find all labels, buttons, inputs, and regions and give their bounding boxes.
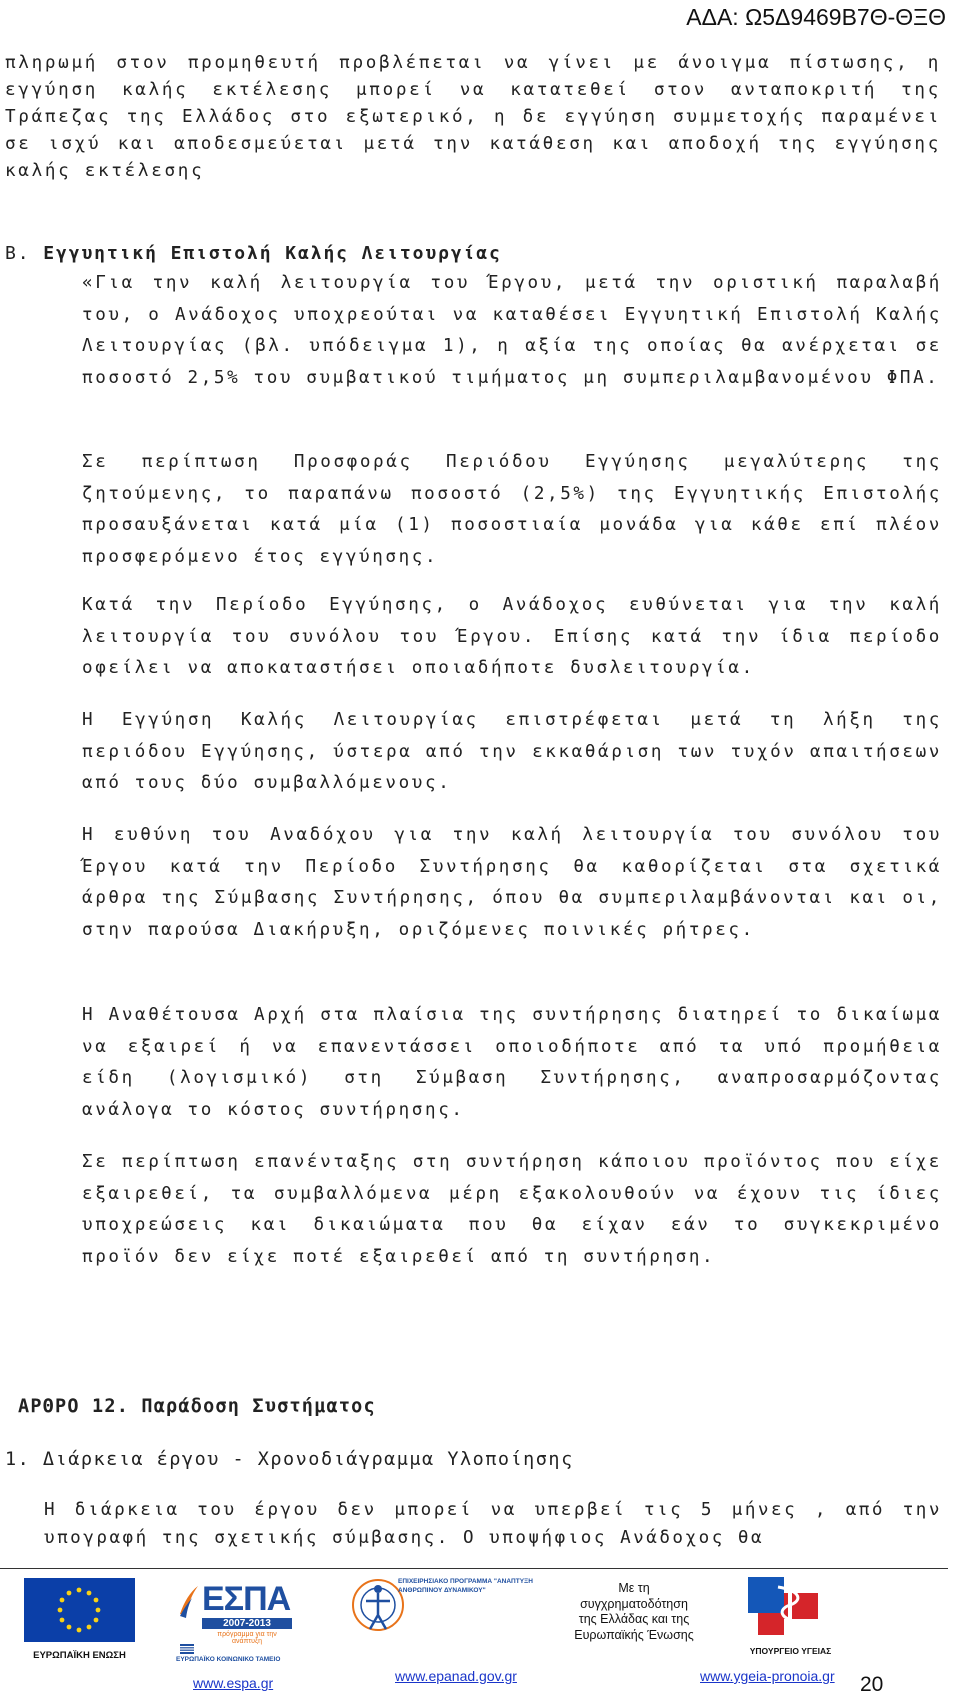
eu-logo (22, 1576, 137, 1661)
link-epanad[interactable]: www.epanad.gov.gr (395, 1668, 517, 1684)
paragraph-guarantee-period: Κατά την Περίοδο Εγγύησης, ο Ανάδοχος ευθύνεται για την καλή λειτουργία του συνόλου του Έργου. Επίσης κατά την ίδια περίοδο οφείλει να αποκαταστήσει οποιαδήποτε δυσλειτουργία. (82, 595, 942, 678)
espa-tagline: πρόγραμμα για την ανάπτυξη (217, 1631, 277, 1645)
epanad-title: ΕΠΙΧΕΙΡΗΣΙΑΚΟ ΠΡΟΓΡΑΜΜΑ "ΑΝΑΠΤΥΞΗ ΑΝΘΡΩΠΙΝΟΥ ΔΥΝΑΜΙΚΟΥ" (398, 1578, 533, 1594)
greek-flag-icon (180, 1644, 194, 1654)
paragraph-guarantee-increase: Σε περίπτωση Προσφοράς Περιόδου Εγγύησης μεγαλύτερης της ζητούμενης, το παραπάνω ποσοστό (2,5%) της Εγγυητικής Επιστολής προσαυξάνεται κατά μία (1) ποσοστιαία μονάδα για κάθε επί πλέον προσφερόμενο έτος εγγύησης. (82, 452, 942, 567)
link-ygeia-pronoia[interactable]: www.ygeia-pronoia.gr (700, 1668, 835, 1684)
cofund-text: Με τη συγχρηματοδότηση της Ελλάδας και της Ευρωπαϊκής Ένωσης (574, 1581, 694, 1642)
paragraph-guarantee-intro: «Για την καλή λειτουργία του Έργου, μετά την οριστική παραλαβή του, ο Ανάδοχος υποχρεούται να καταθέσει Εγγυητική Επιστολή Καλής Λειτουργίας (βλ. υπόδειγμα 1), η αξία της οποίας θα ανέρχεται σε ποσοστό 2,5% του συμβατικού τιμήματος μη συμπεριλαμβανομένου ΦΠΑ. (82, 273, 942, 388)
ministry-label: ΥΠΟΥΡΓΕΙΟ ΥΓΕΙΑΣ (749, 1646, 832, 1656)
page-number: 20 (860, 1673, 884, 1696)
espa-swoosh-icon (178, 1584, 200, 1618)
section-b-heading (5, 243, 502, 264)
espa-wordmark: ΕΣΠΑ (202, 1580, 291, 1618)
espa-years: 2007-2013 (202, 1618, 292, 1629)
section-b-prefix: Β. (5, 243, 31, 264)
paragraph-maintenance-liability: Η ευθύνη του Αναδόχου για την καλή λειτουργία του συνόλου του Έργου κατά την Περίοδο Συντήρησης θα καθορίζεται στα σχετικά άρθρα της Σύμβασης Συντήρησης, όπου θα συμπεριλαμβάνονται και οι, στην παρούσα Διακήρυξη, οριζόμενες ποινικές ρήτρες. (82, 825, 942, 940)
eu-flag-icon (22, 1576, 137, 1646)
paragraph-guarantee-return: Η Εγγύηση Καλής Λειτουργίας επιστρέφεται μετά τη λήξη της περιόδου Εγγύησης, ύστερα από την εκκαθάριση των τυχόν απαιτήσεων από τους δύο συμβαλλόμενους. (82, 710, 942, 793)
caduceus-icon (728, 1573, 853, 1641)
item-paragraph: Η διάρκεια του έργου δεν μπορεί να υπερβεί τις 5 μήνες , από την υπογραφή της σχετικής σύμβασης. Ο υποψήφιος Ανάδοχος θα (44, 1500, 942, 1548)
paragraph-reinclusion: Σε περίπτωση επανένταξης στη συντήρηση κάποιου προϊόντος που είχε εξαιρεθεί, τα συμβαλλόμενα μέρη εξακολουθούν να έχουν τις ίδιες υποχρεώσεις και δικαιώματα που θα είχαν εάν το συγκεκριμένο προϊόν δεν είχε ποτέ εξαιρεθεί από τη συντήρηση. (82, 1152, 942, 1267)
footer-divider (0, 1568, 948, 1569)
eu-label: ΕΥΡΩΠΑΪΚΗ ΕΝΩΣΗ (33, 1650, 126, 1661)
item-heading: 1. Διάρκεια έργου - Χρονοδιάγραμμα Υλοποίησης (5, 1449, 574, 1470)
paragraph-exclusion-right: Η Αναθέτουσα Αρχή στα πλαίσια της συντήρησης διατηρεί το δικαίωμα να εξαιρεί ή να επανεντάσσει οποιοδήποτε από τα υπό προμήθεια είδη (λογισμικό) στη Σύμβαση Συντήρησης, αναπροσαρμόζοντας ανάλογα το κόστος συντήρησης. (82, 1005, 942, 1120)
espa-logo (176, 1580, 296, 1662)
article-title: ΑΡΘΡΟ 12. Παράδοση Συστήματος (18, 1396, 376, 1417)
epanad-logo (350, 1573, 540, 1653)
ministry-logo (728, 1573, 853, 1657)
section-b-title: Εγγυητική Επιστολή Καλής Λειτουργίας (43, 243, 502, 264)
ada-code: ΑΔΑ: Ω5Δ9469Β7Θ-ΘΞΘ (686, 4, 946, 30)
intro-paragraph: πληρωμή στον προμηθευτή προβλέπεται να γίνει με άνοιγμα πίστωσης, η εγγύηση καλής εκτέλεσης μπορεί να κατατεθεί στον ανταποκριτή της Τράπεζας της Ελλάδος στο εξωτερικό, η δε εγγύηση συμμετοχής παραμένει σε ισχύ και αποδεσμεύεται μετά την κατάθεση και αποδοχή της εγγύησης καλής εκτέλεσης (5, 53, 941, 181)
espa-fund: ΕΥΡΩΠΑΪΚΟ ΚΟΙΝΩΝΙΚΟ ΤΑΜΕΙΟ (176, 1656, 281, 1663)
link-espa[interactable]: www.espa.gr (193, 1675, 274, 1691)
